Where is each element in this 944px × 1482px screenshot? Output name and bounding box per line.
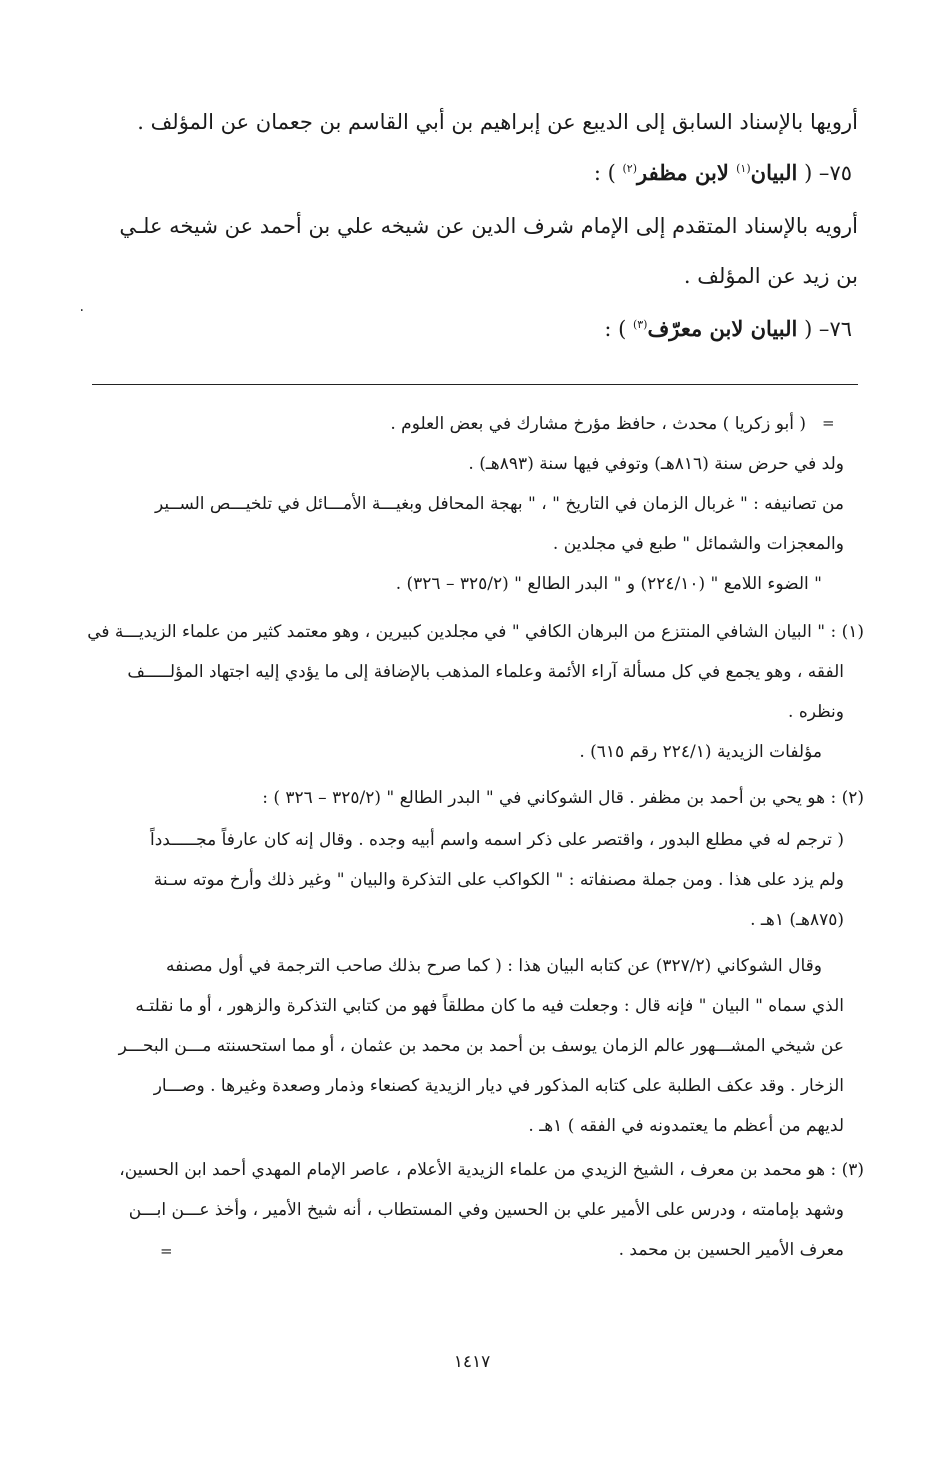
footnote-mark-2: (٢)	[622, 162, 637, 175]
footnote-cont-line: ( أبو زكريا ) محدث ، حافظ مؤرخ مشارك في بعض العلوم .	[390, 414, 806, 434]
footnote-mark-1: (١)	[736, 162, 751, 175]
entry-75-title-a: البيان	[750, 160, 798, 185]
entry-75-title-b: لابن مظفر	[637, 160, 737, 185]
body-line-4: بن زيد عن المؤلف .	[683, 264, 858, 288]
entry-75-number: ٧٥– (	[804, 161, 852, 185]
footnote-cont-line: من تصانيفه : " غربال الزمان في التاريخ " ، " بهجة المحافل وبغيـــة الأمـــائل في تلخيـــص الســير	[154, 494, 844, 514]
footnote-1-line: ونظره .	[788, 702, 844, 722]
entry-75-tail: ) :	[593, 161, 623, 185]
entry-76-heading	[604, 316, 852, 341]
entry-76-tail: ) :	[604, 317, 633, 341]
footnote-1-line: الفقه ، وهو يجمع في كل مسألة آراء الأئمة وعلماء المذهب بالإضافة إلى ما يؤدي إليه اجتهاد المؤلـــــف	[127, 662, 844, 682]
footnote-3-line: معرف الأمير الحسين بن محمد .	[618, 1240, 844, 1260]
footnote-2-line: الزخار . وقد عكف الطلبة على كتابه المذكور في ديار الزيدية كصنعاء وذمار وصعدة وغيرها . وصـــار	[153, 1076, 844, 1096]
entry-76-title: البيان لابن معرّف	[647, 316, 798, 341]
footnote-2-line: لديهم من أعظم ما يعتمدونه في الفقه ) ١هـ .	[528, 1116, 844, 1136]
body-line-1: أرويها بالإسناد السابق إلى الديبع عن إبراهيم بن أبي القاسم بن جعمان عن المؤلف .	[137, 110, 858, 134]
body-line-3: أرويه بالإسناد المتقدم إلى الإمام شرف الدين عن شيخه علي بن أحمد عن شيخه علـي	[119, 214, 858, 238]
footnote-3-line: وشهد بإمامته ، ودرس على الأمير علي بن الحسين وفي المستطاب ، أنه شيخ الأمير ، وأخذ عـــن ابـــن	[128, 1200, 844, 1220]
footnote-1-line: (١) : " البيان الشافي المنتزع من البرهان الكافي " في مجلدين كبيرين ، وهو معتمد كثير من علماء الزيديـــة في	[87, 622, 864, 642]
page-number: ١٤١٧	[453, 1352, 491, 1372]
footnote-1-line: مؤلفات الزيدية (٢٢٤/١ رقم ٦١٥) .	[579, 742, 822, 762]
footnote-mark-3: (٣)	[632, 318, 648, 331]
footnote-2-line: ولم يزد على هذا . ومن جملة مصنفاته : " الكواكب على التذكرة والبيان " وغير ذلك وأرخ موته سـنة	[153, 870, 844, 890]
footnote-2-line: وقال الشوكاني (٣٢٧/٢) عن كتابه البيان هذا : ( كما صرح بذلك صاحب الترجمة في أول مصنفه	[165, 956, 822, 976]
footnote-2-line: ( ترجم له في مطلع البدور ، واقتصر على ذكر اسمه واسم أبيه وجده . وقال إنه كان عارفاً مجـــــدداً	[150, 830, 844, 850]
continuation-mark: =	[160, 1242, 173, 1260]
footnote-2-line: الذي سماه " البيان " فإنه قال : وجعلت فيه ما كان مطلقاً فهو من كتابي التذكرة والزهور ، أو ما نقلتـه	[135, 996, 844, 1016]
continuation-mark: =	[822, 414, 835, 432]
entry-75-heading	[594, 160, 852, 185]
entry-76-number: ٧٦– (	[804, 317, 852, 341]
footnote-2-line: (٨٧٥هـ) ١هـ .	[750, 910, 844, 930]
footnote-2-line: (٢) : هو يحي بن أحمد بن مظفر . قال الشوكاني في " البدر الطالع " (٣٢٥/٢ – ٣٢٦ ) :	[262, 788, 864, 808]
footnote-cont-line: ولد في حرض سنة (٨١٦هـ) وتوفي فيها سنة (٨٩٣هـ) .	[468, 454, 844, 474]
footnote-cont-line: " الضوء اللامع " (٢٢٤/١٠) و " البدر الطالع " (٣٢٥/٢ – ٣٢٦) .	[395, 574, 822, 594]
stray-dot: ٠	[78, 302, 86, 318]
footnote-separator	[92, 384, 858, 385]
footnote-cont-line: والمعجزات والشمائل " طبع في مجلدين .	[552, 534, 844, 554]
footnote-2-line: عن شيخي المشـــهور عالم الزمان يوسف بن أحمد بن محمد بن عثمان ، أو مما استحسنته مـــن البحـــر	[118, 1036, 844, 1056]
footnote-3-line: (٣) : هو محمد بن معرف ، الشيخ الزيدي من علماء الزيدية الأعلام ، عاصر الإمام المهدي أحمد ابن الحسين،	[119, 1160, 864, 1180]
